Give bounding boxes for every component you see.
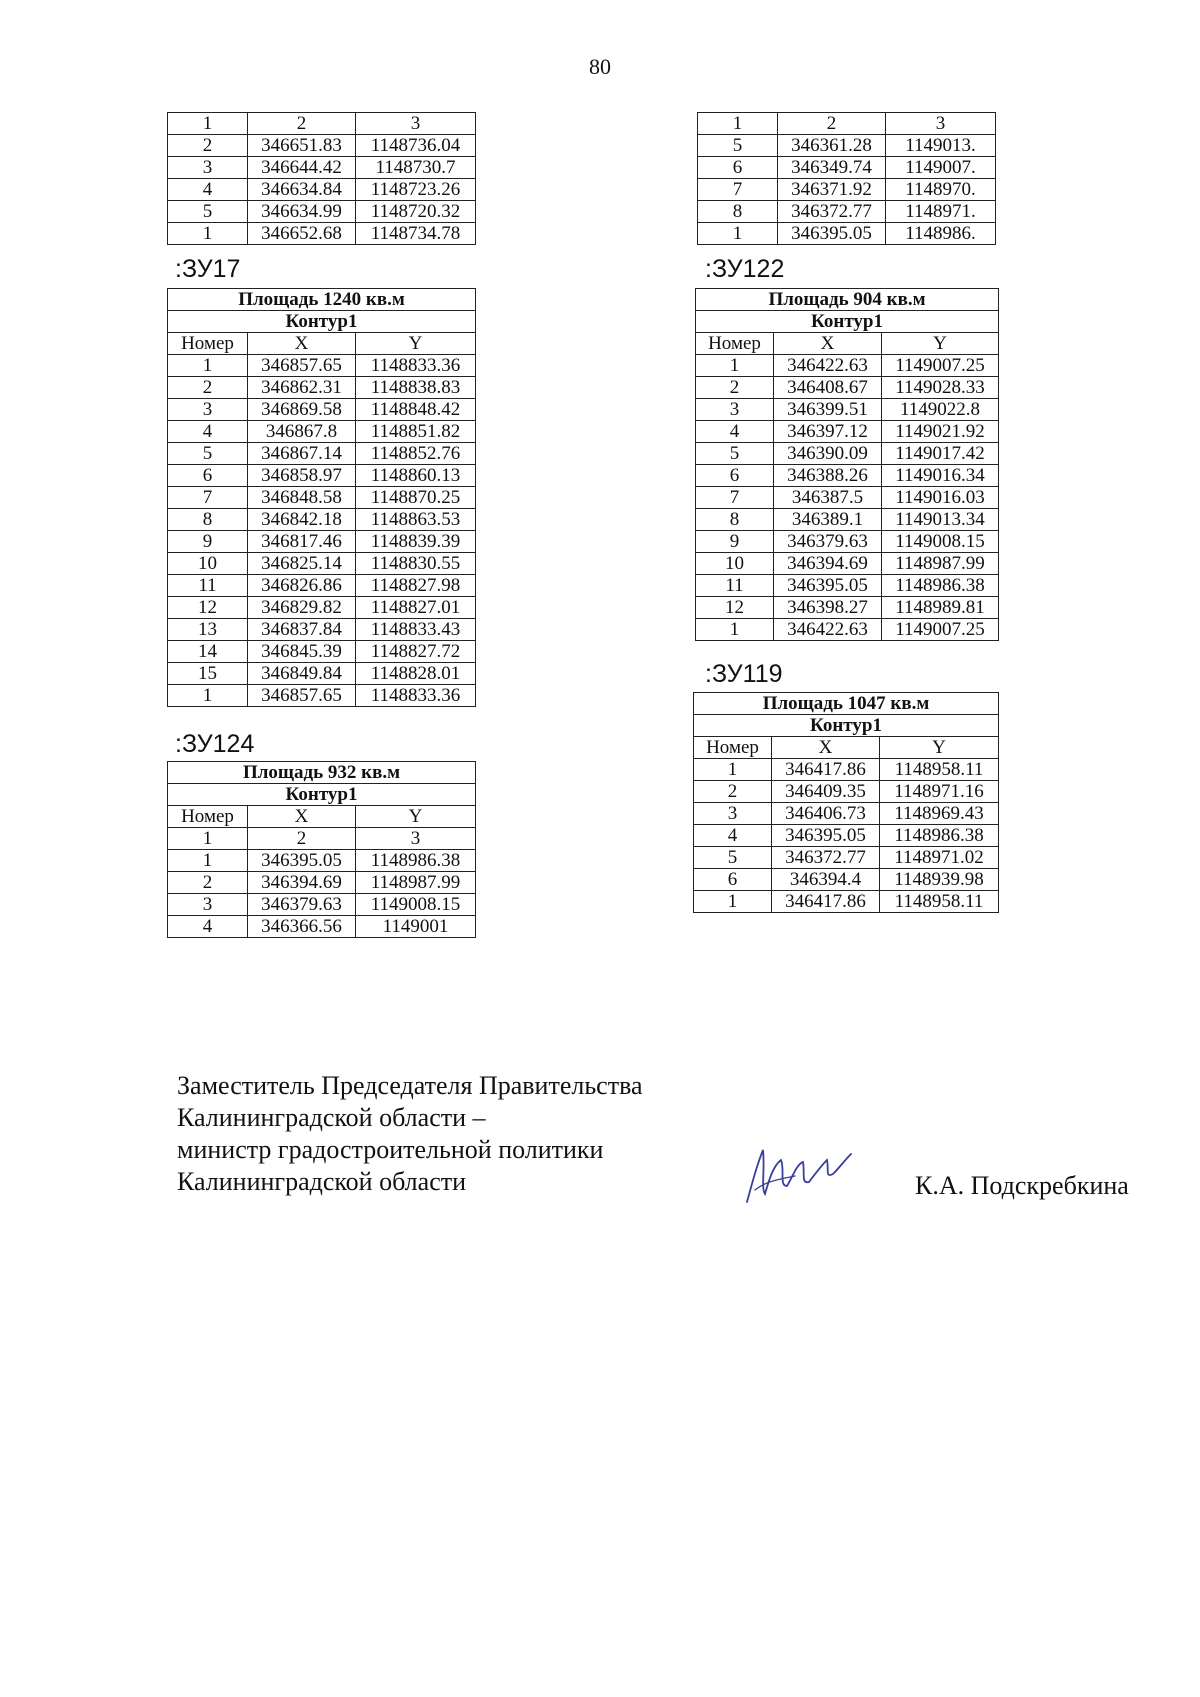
table-caption-cell: Площадь 1240 кв.м xyxy=(168,289,476,311)
table-header-row xyxy=(694,715,999,737)
table-cell: 1149008.15 xyxy=(882,531,999,553)
table-cell: 1148971.02 xyxy=(880,847,999,869)
zu119-label: :ЗУ119 xyxy=(705,660,783,688)
table-cell: 1 xyxy=(694,891,772,913)
table-row xyxy=(168,828,476,850)
table-row xyxy=(698,157,996,179)
table-cell: 346634.84 xyxy=(248,179,356,201)
table-cell: 346394.69 xyxy=(248,872,356,894)
table-row xyxy=(168,201,476,223)
table-cell: 346372.77 xyxy=(778,201,886,223)
table-cell: 10 xyxy=(168,553,248,575)
table-header-row xyxy=(168,784,476,806)
table-row xyxy=(168,685,476,707)
table-row xyxy=(694,759,999,781)
table-row xyxy=(168,399,476,421)
table-cell: 1 xyxy=(696,355,774,377)
table-caption-cell: Контур1 xyxy=(696,311,999,333)
table-cell: 3 xyxy=(886,113,996,135)
table-cell: 1149007.25 xyxy=(882,619,999,641)
table-cell: 346371.92 xyxy=(778,179,886,201)
table-row xyxy=(694,781,999,803)
table-cell: 1149016.03 xyxy=(882,487,999,509)
table-row xyxy=(168,355,476,377)
table-row xyxy=(168,619,476,641)
table-cell: 5 xyxy=(694,847,772,869)
table-cell: 1148958.11 xyxy=(880,759,999,781)
table-cell: 346395.05 xyxy=(772,825,880,847)
table-cell: 1 xyxy=(168,828,248,850)
table-cell: 1148986.38 xyxy=(880,825,999,847)
table-header-row xyxy=(168,311,476,333)
table-row xyxy=(168,872,476,894)
table-cell: 3 xyxy=(696,399,774,421)
table-cell: 346395.05 xyxy=(248,850,356,872)
table-cell: 3 xyxy=(356,828,476,850)
table-cell: 1149021.92 xyxy=(882,421,999,443)
table-cell: 4 xyxy=(694,825,772,847)
table-cell: 2 xyxy=(694,781,772,803)
zu17-table xyxy=(167,288,476,707)
table-cell: 1148989.81 xyxy=(882,597,999,619)
table-caption-cell: Контур1 xyxy=(168,311,476,333)
table-cell: 346867.14 xyxy=(248,443,356,465)
table-cell: 6 xyxy=(696,465,774,487)
table-cell: 346379.63 xyxy=(774,531,882,553)
table-cell: 12 xyxy=(168,597,248,619)
table-cell: 4 xyxy=(168,916,248,938)
table-cell: 346395.05 xyxy=(774,575,882,597)
page-number: 80 xyxy=(589,54,611,79)
table-cell: 346826.86 xyxy=(248,575,356,597)
table-row xyxy=(168,553,476,575)
table-cell: 5 xyxy=(168,201,248,223)
signer-position-line-1: Заместитель Председателя Правительства xyxy=(177,1071,643,1100)
table-cell: 346422.63 xyxy=(774,619,882,641)
table-row xyxy=(696,619,999,641)
table-cell: 2 xyxy=(168,135,248,157)
table-cell: 346406.73 xyxy=(772,803,880,825)
table-cell: 346845.39 xyxy=(248,641,356,663)
table-cell: 1149017.42 xyxy=(882,443,999,465)
table-cell: 346829.82 xyxy=(248,597,356,619)
zu124-table xyxy=(167,761,476,938)
zu124-label: :ЗУ124 xyxy=(175,730,255,758)
table-row xyxy=(168,157,476,179)
table-cell: 1148971. xyxy=(886,201,996,223)
table-cell: 1149008.15 xyxy=(356,894,476,916)
table-cell: 346842.18 xyxy=(248,509,356,531)
table-row xyxy=(696,465,999,487)
table-cell: 346387.5 xyxy=(774,487,882,509)
table-cell: 7 xyxy=(168,487,248,509)
table-row xyxy=(168,487,476,509)
table-cell: 346394.69 xyxy=(774,553,882,575)
table-cell: 3 xyxy=(168,157,248,179)
table-cell: 1148987.99 xyxy=(356,872,476,894)
table-cell: 346379.63 xyxy=(248,894,356,916)
table-cell: 346399.51 xyxy=(774,399,882,421)
table-cell: 5 xyxy=(168,443,248,465)
table-cell: 1148939.98 xyxy=(880,869,999,891)
zu119-table xyxy=(693,692,999,913)
table-row xyxy=(698,201,996,223)
table-cell: Y xyxy=(356,333,476,355)
table-row xyxy=(696,575,999,597)
table-cell: Номер xyxy=(696,333,774,355)
table-cell: 1148969.43 xyxy=(880,803,999,825)
table-row xyxy=(168,135,476,157)
table-cell: 346652.68 xyxy=(248,223,356,245)
table-cell: 346651.83 xyxy=(248,135,356,157)
zu17-label: :ЗУ17 xyxy=(175,255,241,283)
signer-position-line-3: министр градостроительной политики xyxy=(177,1135,604,1164)
table-cell: 1148986.38 xyxy=(882,575,999,597)
table-cell: 8 xyxy=(698,201,778,223)
table-cell: 346361.28 xyxy=(778,135,886,157)
table-cell: 1148730.7 xyxy=(356,157,476,179)
table-row xyxy=(696,377,999,399)
table-cell: 1148833.36 xyxy=(356,685,476,707)
table-cell: 346849.84 xyxy=(248,663,356,685)
table-cell: 3 xyxy=(694,803,772,825)
table-cell: 1148838.83 xyxy=(356,377,476,399)
table-cell: 11 xyxy=(696,575,774,597)
table-cell: 1148863.53 xyxy=(356,509,476,531)
table-cell: 346837.84 xyxy=(248,619,356,641)
table-caption-cell: Площадь 1047 кв.м xyxy=(694,693,999,715)
table-cell: 1148828.01 xyxy=(356,663,476,685)
table-row xyxy=(168,894,476,916)
table-cell: 1148860.13 xyxy=(356,465,476,487)
zu122-label: :ЗУ122 xyxy=(705,255,785,283)
table-cell: 346825.14 xyxy=(248,553,356,575)
table-cell: 1148827.98 xyxy=(356,575,476,597)
table-row xyxy=(698,223,996,245)
table-row xyxy=(168,575,476,597)
table-cell: 3 xyxy=(168,894,248,916)
table-row xyxy=(698,135,996,157)
table-row xyxy=(168,223,476,245)
table-cell: 2 xyxy=(248,113,356,135)
table-row xyxy=(168,179,476,201)
table-cell: 346862.31 xyxy=(248,377,356,399)
zu122-table xyxy=(695,288,999,641)
table-header-row xyxy=(168,762,476,784)
table-row xyxy=(168,421,476,443)
table-cell: 4 xyxy=(168,421,248,443)
table-caption-cell: Контур1 xyxy=(694,715,999,737)
table-row xyxy=(698,179,996,201)
table-cell: 4 xyxy=(168,179,248,201)
table-row xyxy=(696,421,999,443)
table-row xyxy=(168,916,476,938)
signer-position-line-4: Калининградской области xyxy=(177,1167,467,1196)
table-cell: 1148870.25 xyxy=(356,487,476,509)
table-cell: 1149013.34 xyxy=(882,509,999,531)
table-cell: 2 xyxy=(168,377,248,399)
table-cell: 1 xyxy=(168,223,248,245)
table-cell: 1148839.39 xyxy=(356,531,476,553)
table-cell: 8 xyxy=(696,509,774,531)
table-cell: 1148723.26 xyxy=(356,179,476,201)
table-cell: 346634.99 xyxy=(248,201,356,223)
table-cell: 1148734.78 xyxy=(356,223,476,245)
table-cell: 1 xyxy=(168,113,248,135)
table-cell: 1149013. xyxy=(886,135,996,157)
table-cell: 1 xyxy=(168,355,248,377)
table-cell: 1148971.16 xyxy=(880,781,999,803)
table-row xyxy=(168,641,476,663)
table-cell: 1148827.01 xyxy=(356,597,476,619)
table-cell: 346389.1 xyxy=(774,509,882,531)
table-header-row xyxy=(696,311,999,333)
table-row xyxy=(694,847,999,869)
table-cell: 1148833.36 xyxy=(356,355,476,377)
table-row xyxy=(168,443,476,465)
table-cell: 1149016.34 xyxy=(882,465,999,487)
table-cell: 346349.74 xyxy=(778,157,886,179)
table-row xyxy=(696,399,999,421)
table-cell: 1148827.72 xyxy=(356,641,476,663)
table-row xyxy=(696,553,999,575)
table-cell: X xyxy=(772,737,880,759)
table-cell: 1 xyxy=(168,850,248,872)
table-row xyxy=(696,443,999,465)
table-cell: 2 xyxy=(696,377,774,399)
table-caption-cell: Площадь 932 кв.м xyxy=(168,762,476,784)
table-cell: 2 xyxy=(248,828,356,850)
table-row xyxy=(168,850,476,872)
table-cell: 1148833.43 xyxy=(356,619,476,641)
table-cell: 346848.58 xyxy=(248,487,356,509)
table-cell: 1149028.33 xyxy=(882,377,999,399)
table-row xyxy=(694,803,999,825)
table-cell: 7 xyxy=(698,179,778,201)
table-cell: 1 xyxy=(168,685,248,707)
table-cell: 346417.86 xyxy=(772,891,880,913)
table-cell: 346417.86 xyxy=(772,759,880,781)
table-row xyxy=(694,891,999,913)
signature-block xyxy=(177,1070,643,1198)
table-cell: Номер xyxy=(168,333,248,355)
table-row xyxy=(168,663,476,685)
table-cell: 346644.42 xyxy=(248,157,356,179)
table-row xyxy=(168,597,476,619)
table-row xyxy=(696,531,999,553)
table-cell: 346366.56 xyxy=(248,916,356,938)
table-cell: 3 xyxy=(356,113,476,135)
table-cell: 2 xyxy=(778,113,886,135)
table-cell: 7 xyxy=(696,487,774,509)
table-cell: 1149007. xyxy=(886,157,996,179)
table-header-row xyxy=(694,693,999,715)
table-cell: 1148851.82 xyxy=(356,421,476,443)
table-cell: 1149001 xyxy=(356,916,476,938)
table-row xyxy=(694,825,999,847)
table-cell: 346409.35 xyxy=(772,781,880,803)
table-cell: 5 xyxy=(696,443,774,465)
table-header-row xyxy=(698,113,996,135)
table-cell: 5 xyxy=(698,135,778,157)
table-cell: X xyxy=(248,333,356,355)
table-header-row xyxy=(696,289,999,311)
table-cell: 4 xyxy=(696,421,774,443)
table-cell: 1148987.99 xyxy=(882,553,999,575)
table-cell: 346858.97 xyxy=(248,465,356,487)
table-cell: X xyxy=(774,333,882,355)
table-cell: 1148986.38 xyxy=(356,850,476,872)
table-cell: 346395.05 xyxy=(778,223,886,245)
table-cell: 6 xyxy=(698,157,778,179)
table-cell: 1148958.11 xyxy=(880,891,999,913)
table-cell: 1148852.76 xyxy=(356,443,476,465)
table-cell: 1148736.04 xyxy=(356,135,476,157)
table-cell: 346869.58 xyxy=(248,399,356,421)
table-cell: Y xyxy=(356,806,476,828)
table-cell: Номер xyxy=(694,737,772,759)
table-row xyxy=(168,465,476,487)
table-row xyxy=(168,377,476,399)
table-header-row xyxy=(168,333,476,355)
right-continuation-table xyxy=(697,112,996,245)
table-cell: 1149007.25 xyxy=(882,355,999,377)
signer-name: К.А. Подскребкина xyxy=(915,1171,1129,1200)
table-cell: 9 xyxy=(168,531,248,553)
table-header-row xyxy=(696,333,999,355)
table-caption-cell: Контур1 xyxy=(168,784,476,806)
table-cell: 1 xyxy=(698,223,778,245)
table-cell: 15 xyxy=(168,663,248,685)
table-cell: 14 xyxy=(168,641,248,663)
table-cell: 10 xyxy=(696,553,774,575)
table-cell: 1148830.55 xyxy=(356,553,476,575)
signer-position-line-2: Калининградской области – xyxy=(177,1103,486,1132)
table-cell: X xyxy=(248,806,356,828)
table-cell: 2 xyxy=(168,872,248,894)
table-cell: 11 xyxy=(168,575,248,597)
table-cell: 13 xyxy=(168,619,248,641)
handwritten-signature xyxy=(735,1130,855,1210)
table-header-row xyxy=(168,289,476,311)
table-cell: 346817.46 xyxy=(248,531,356,553)
table-row xyxy=(168,531,476,553)
table-cell: Y xyxy=(880,737,999,759)
table-cell: 346398.27 xyxy=(774,597,882,619)
table-header-row xyxy=(168,806,476,828)
table-cell: 1148848.42 xyxy=(356,399,476,421)
table-cell: 6 xyxy=(168,465,248,487)
table-cell: 6 xyxy=(694,869,772,891)
table-cell: 346390.09 xyxy=(774,443,882,465)
table-cell: 1148970. xyxy=(886,179,996,201)
left-continuation-table xyxy=(167,112,476,245)
table-cell: 346857.65 xyxy=(248,685,356,707)
table-cell: 346397.12 xyxy=(774,421,882,443)
table-row xyxy=(696,509,999,531)
table-row xyxy=(168,509,476,531)
table-cell: 1149022.8 xyxy=(882,399,999,421)
table-cell: 346408.67 xyxy=(774,377,882,399)
table-cell: 346372.77 xyxy=(772,847,880,869)
table-cell: 3 xyxy=(168,399,248,421)
table-cell: 346867.8 xyxy=(248,421,356,443)
table-cell: 1 xyxy=(698,113,778,135)
table-cell: Y xyxy=(882,333,999,355)
table-cell: 346388.26 xyxy=(774,465,882,487)
table-cell: 346857.65 xyxy=(248,355,356,377)
table-cell: 1 xyxy=(696,619,774,641)
table-cell: Номер xyxy=(168,806,248,828)
table-cell: 1148986. xyxy=(886,223,996,245)
table-row xyxy=(696,355,999,377)
table-cell: 9 xyxy=(696,531,774,553)
table-cell: 12 xyxy=(696,597,774,619)
table-row xyxy=(696,597,999,619)
table-header-row xyxy=(168,113,476,135)
table-cell: 1148720.32 xyxy=(356,201,476,223)
table-header-row xyxy=(694,737,999,759)
table-cell: 346422.63 xyxy=(774,355,882,377)
table-cell: 8 xyxy=(168,509,248,531)
table-cell: 346394.4 xyxy=(772,869,880,891)
table-row xyxy=(696,487,999,509)
table-row xyxy=(694,869,999,891)
table-cell: 1 xyxy=(694,759,772,781)
table-caption-cell: Площадь 904 кв.м xyxy=(696,289,999,311)
